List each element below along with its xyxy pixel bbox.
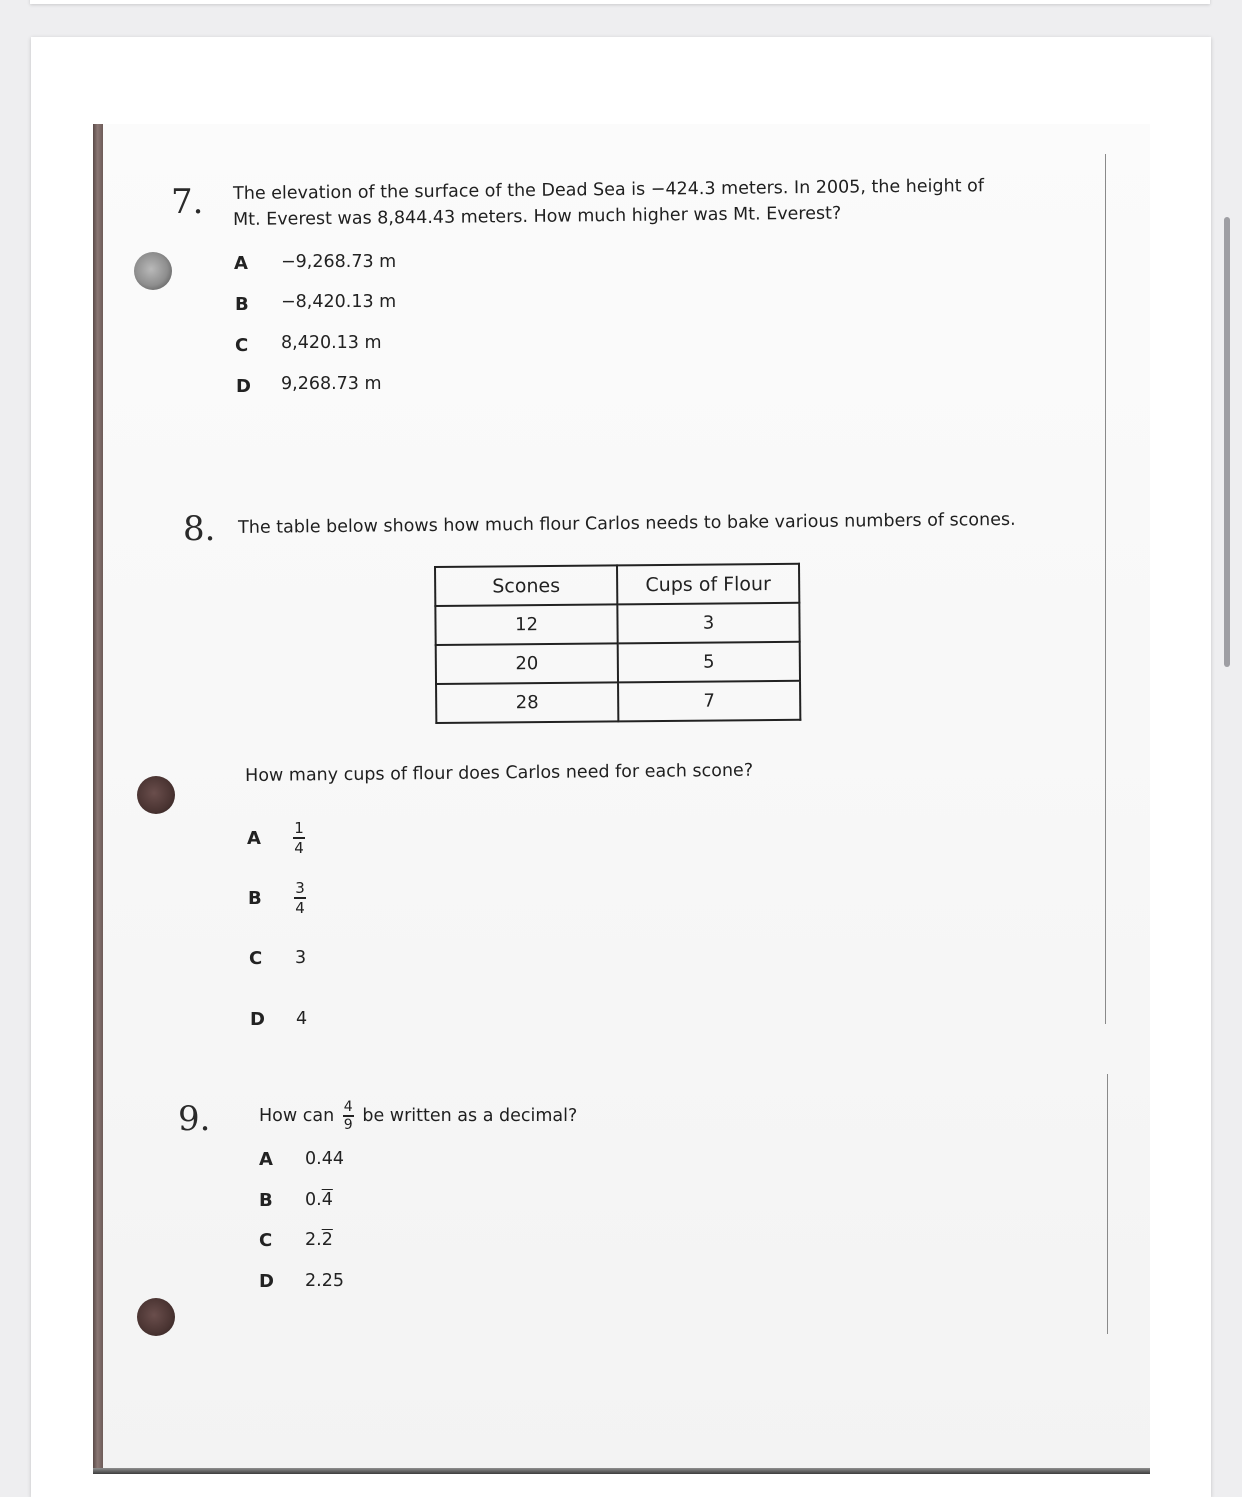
q7-option-a-text[interactable]: −9,268.73 m: [281, 252, 397, 272]
punch-hole: [137, 776, 175, 814]
binder-edge: [93, 124, 103, 1474]
question-8-prompt: How many cups of flour does Carlos need for each scone?: [245, 760, 754, 786]
q9-option-d-letter[interactable]: D: [259, 1271, 274, 1292]
q7-option-c-text[interactable]: 8,420.13 m: [281, 333, 382, 353]
table-cell: 28: [436, 682, 618, 723]
q9-option-d-text[interactable]: 2.25: [305, 1271, 344, 1291]
previous-card-edge: [30, 0, 1210, 4]
q7-option-d-text[interactable]: 9,268.73 m: [281, 374, 382, 394]
vertical-scrollbar[interactable]: [1224, 217, 1230, 667]
question-9-prompt: How can $\frac{4}{9}$ be written as a decimal?: [259, 1099, 578, 1133]
q9-option-c-letter[interactable]: C: [259, 1230, 273, 1251]
q7-option-b-text[interactable]: −8,420.13 m: [281, 292, 397, 312]
question-9-fraction: $\frac{4}{9}$: [343, 1099, 353, 1133]
q8-option-c-letter[interactable]: C: [249, 948, 263, 969]
q8-option-d-text[interactable]: 4: [296, 1009, 308, 1029]
page-fold-line: [1107, 1074, 1108, 1334]
q8-option-d-letter[interactable]: D: [250, 1009, 265, 1030]
q9-option-b-text[interactable]: 0.4: [305, 1190, 333, 1210]
q9-option-a-letter[interactable]: A: [259, 1149, 273, 1170]
page-bottom-edge: [93, 1468, 1150, 1474]
page-fold-line: [1105, 154, 1106, 1024]
table-cell: 7: [618, 681, 800, 722]
q9-option-b-letter[interactable]: B: [259, 1190, 273, 1211]
q7-option-a-letter[interactable]: A: [234, 253, 248, 274]
table-row: [436, 642, 800, 684]
worksheet-photo: [93, 124, 1150, 1474]
q8-option-a-fraction[interactable]: 1 4: [294, 819, 304, 857]
table-cell: 12: [435, 604, 617, 645]
scones-flour-table: [434, 563, 801, 724]
table-cell: 3: [617, 603, 799, 644]
q8-option-c-text[interactable]: 3: [295, 948, 307, 968]
table-cell: 5: [618, 642, 800, 683]
table-row: [435, 603, 799, 645]
punch-hole: [137, 1298, 175, 1336]
question-7-number: 7.: [171, 182, 204, 222]
q8-option-a-letter[interactable]: A: [247, 828, 261, 849]
q7-option-d-letter[interactable]: D: [236, 376, 251, 397]
q9-option-a-text[interactable]: 0.44: [305, 1149, 344, 1169]
q8-option-b-letter[interactable]: B: [248, 888, 262, 909]
q7-option-c-letter[interactable]: C: [235, 335, 249, 356]
table-header-scones: Scones: [435, 565, 617, 606]
table-cell: 20: [436, 643, 618, 684]
table-row: [436, 681, 800, 723]
q9-option-c-text[interactable]: 2.2: [305, 1230, 333, 1250]
question-7-line-1: The elevation of the surface of the Dead Sea is −424.3 meters. In 2005, the height of: [233, 176, 985, 204]
question-7-line-2: Mt. Everest was 8,844.43 meters. How much higher was Mt. Everest?: [233, 203, 842, 230]
q7-option-b-letter[interactable]: B: [235, 294, 249, 315]
question-9-number: 9.: [178, 1099, 211, 1139]
punch-hole: [134, 252, 172, 290]
q8-option-b-fraction[interactable]: 3 4: [295, 879, 305, 917]
question-8-number: 8.: [183, 509, 216, 549]
question-8-intro: The table below shows how much flour Carlos needs to bake various numbers of scones.: [238, 509, 1016, 538]
table-header-row: [435, 564, 799, 606]
table-header-cups-of-flour: Cups of Flour: [617, 564, 799, 605]
